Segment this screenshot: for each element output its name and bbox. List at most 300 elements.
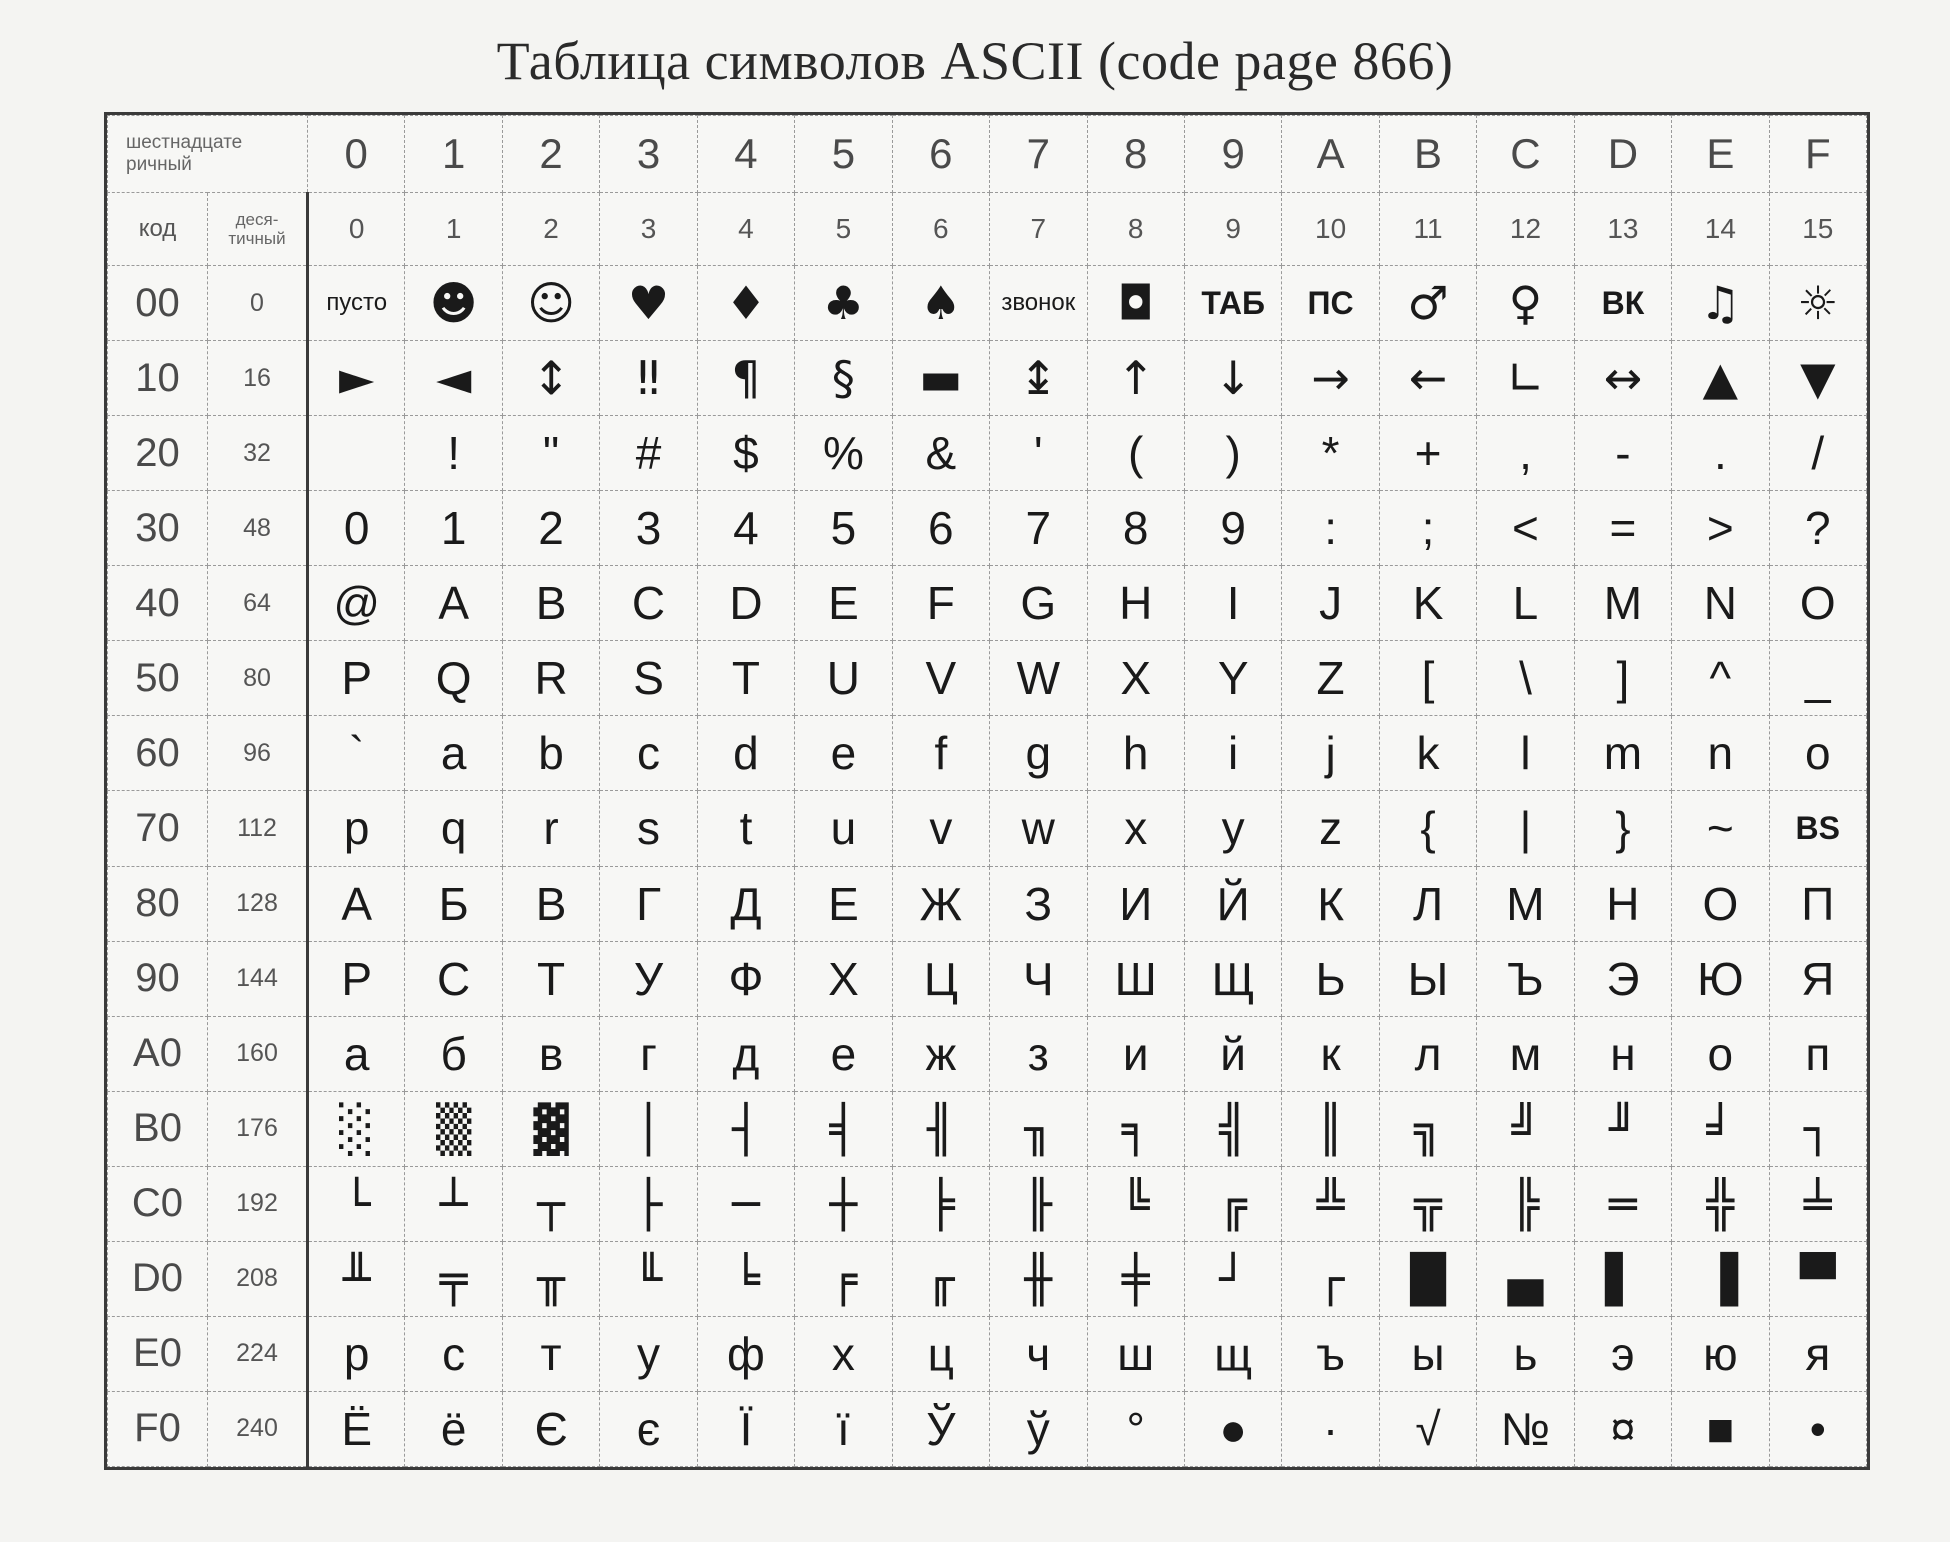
column-header-dec: 12	[1477, 193, 1574, 266]
row-header-hex: 60	[108, 716, 208, 791]
symbol-cell: •	[1769, 1391, 1866, 1466]
symbol-cell: ║	[1282, 1091, 1379, 1166]
column-header-hex: B	[1379, 116, 1476, 193]
row-header-hex: C0	[108, 1166, 208, 1241]
ascii-table-frame	[104, 112, 1870, 1470]
symbol-cell: ь	[1477, 1316, 1574, 1391]
column-header-dec: 5	[795, 193, 892, 266]
symbol-cell: ♥	[600, 266, 697, 341]
column-header-hex: F	[1769, 116, 1866, 193]
symbol-cell: ╙	[600, 1241, 697, 1316]
row-header-hex: A0	[108, 1016, 208, 1091]
column-header-hex: 3	[600, 116, 697, 193]
symbol-cell: ф	[697, 1316, 794, 1391]
column-header-hex: C	[1477, 116, 1574, 193]
symbol-cell: У	[600, 941, 697, 1016]
symbol-cell: t	[697, 791, 794, 866]
symbol-cell: ╬	[1672, 1166, 1769, 1241]
column-header-dec: 8	[1087, 193, 1184, 266]
column-header-hex: 9	[1184, 116, 1281, 193]
symbol-cell: ·	[1282, 1391, 1379, 1466]
row-header-dec: 240	[208, 1391, 308, 1466]
symbol-cell: G	[990, 566, 1087, 641]
symbol-cell: a	[405, 716, 502, 791]
symbol-cell: ў	[990, 1391, 1087, 1466]
symbol-cell: X	[1087, 641, 1184, 716]
symbol-cell: ю	[1672, 1316, 1769, 1391]
symbol-cell: л	[1379, 1016, 1476, 1091]
table-row	[108, 941, 1867, 1016]
symbol-cell: ╘	[697, 1241, 794, 1316]
symbol-cell: 3	[600, 491, 697, 566]
symbol-cell: 8	[1087, 491, 1184, 566]
row-header-dec: 0	[208, 266, 308, 341]
row-header-hex: 40	[108, 566, 208, 641]
symbol-cell: ¤	[1574, 1391, 1671, 1466]
column-header-hex: A	[1282, 116, 1379, 193]
column-header-hex: 4	[697, 116, 794, 193]
symbol-cell: ш	[1087, 1316, 1184, 1391]
symbol-cell: k	[1379, 716, 1476, 791]
symbol-cell: z	[1282, 791, 1379, 866]
symbol-cell: C	[600, 566, 697, 641]
symbol-cell: ╞	[892, 1166, 989, 1241]
symbol-cell: ВК	[1574, 266, 1671, 341]
row-header-dec: 32	[208, 416, 308, 491]
symbol-cell: Э	[1574, 941, 1671, 1016]
corner-label-decimal: деся- тичный	[208, 193, 308, 266]
symbol-cell: F	[892, 566, 989, 641]
table-row	[108, 1166, 1867, 1241]
symbol-cell: Я	[1769, 941, 1866, 1016]
symbol-cell: 6	[892, 491, 989, 566]
symbol-cell: 2	[502, 491, 599, 566]
symbol-cell: Х	[795, 941, 892, 1016]
symbol-cell: К	[1282, 866, 1379, 941]
symbol-cell: #	[600, 416, 697, 491]
symbol-cell: ;	[1379, 491, 1476, 566]
symbol-cell: m	[1574, 716, 1671, 791]
symbol-cell: {	[1379, 791, 1476, 866]
symbol-cell: ┘	[1184, 1241, 1281, 1316]
symbol-cell: ☺	[502, 266, 599, 341]
table-row	[108, 1316, 1867, 1391]
symbol-cell: ╥	[502, 1241, 599, 1316]
symbol-cell: ¶	[697, 341, 794, 416]
symbol-cell: /	[1769, 416, 1866, 491]
column-header-hex: 0	[308, 116, 405, 193]
symbol-cell: ╧	[1769, 1166, 1866, 1241]
symbol-cell: &	[892, 416, 989, 491]
symbol-cell: в	[502, 1016, 599, 1091]
symbol-cell: A	[405, 566, 502, 641]
symbol-cell: м	[1477, 1016, 1574, 1091]
corner-label-code: код	[108, 193, 208, 266]
table-row	[108, 566, 1867, 641]
symbol-cell: ╫	[990, 1241, 1087, 1316]
ascii-table	[107, 115, 1867, 1467]
symbol-cell: Й	[1184, 866, 1281, 941]
symbol-cell: ТАБ	[1184, 266, 1281, 341]
symbol-cell: ↔	[1574, 341, 1671, 416]
symbol-cell: °	[1087, 1391, 1184, 1466]
symbol-cell: э	[1574, 1316, 1671, 1391]
row-header-hex: 10	[108, 341, 208, 416]
symbol-cell: звонок	[990, 266, 1087, 341]
row-header-hex: 00	[108, 266, 208, 341]
symbol-cell: ╛	[1672, 1091, 1769, 1166]
symbol-cell: ╓	[892, 1241, 989, 1316]
symbol-cell: ┬	[502, 1166, 599, 1241]
symbol-cell: я	[1769, 1316, 1866, 1391]
table-row	[108, 266, 1867, 341]
symbol-cell: )	[1184, 416, 1281, 491]
symbol-cell: у	[600, 1316, 697, 1391]
symbol-cell: ё	[405, 1391, 502, 1466]
symbol-cell: ↑	[1087, 341, 1184, 416]
symbol-cell: │	[600, 1091, 697, 1166]
symbol-cell: ▌	[1574, 1241, 1671, 1316]
symbol-cell: O	[1769, 566, 1866, 641]
symbol-cell: b	[502, 716, 599, 791]
symbol-cell: ╒	[795, 1241, 892, 1316]
row-header-dec: 224	[208, 1316, 308, 1391]
symbol-cell: s	[600, 791, 697, 866]
row-header-hex: 50	[108, 641, 208, 716]
column-header-dec: 13	[1574, 193, 1671, 266]
symbol-cell: P	[308, 641, 405, 716]
symbol-cell: ‼	[600, 341, 697, 416]
symbol-cell: н	[1574, 1016, 1671, 1091]
symbol-cell: ■	[1672, 1391, 1769, 1466]
symbol-cell: Б	[405, 866, 502, 941]
symbol-cell: o	[1769, 716, 1866, 791]
column-header-dec: 0	[308, 193, 405, 266]
symbol-cell: ╖	[990, 1091, 1087, 1166]
symbol-cell: '	[990, 416, 1087, 491]
column-header-hex: D	[1574, 116, 1671, 193]
symbol-cell: U	[795, 641, 892, 716]
symbol-cell: ┌	[1282, 1241, 1379, 1316]
symbol-cell: .	[1672, 416, 1769, 491]
symbol-cell: >	[1672, 491, 1769, 566]
symbol-cell: └	[308, 1166, 405, 1241]
row-header-dec: 160	[208, 1016, 308, 1091]
symbol-cell: ╢	[892, 1091, 989, 1166]
symbol-cell: !	[405, 416, 502, 491]
column-header-dec: 11	[1379, 193, 1476, 266]
row-header-dec: 144	[208, 941, 308, 1016]
row-header-hex: E0	[108, 1316, 208, 1391]
symbol-cell: З	[990, 866, 1087, 941]
row-header-hex: 30	[108, 491, 208, 566]
symbol-cell: |	[1477, 791, 1574, 866]
row-header-dec: 128	[208, 866, 308, 941]
symbol-cell: N	[1672, 566, 1769, 641]
symbol-cell: }	[1574, 791, 1671, 866]
symbol-cell: о	[1672, 1016, 1769, 1091]
symbol-cell: ◄	[405, 341, 502, 416]
symbol-cell: J	[1282, 566, 1379, 641]
column-header-dec: 3	[600, 193, 697, 266]
symbol-cell: ъ	[1282, 1316, 1379, 1391]
column-header-dec: 14	[1672, 193, 1769, 266]
symbol-cell: ╡	[795, 1091, 892, 1166]
symbol-cell: Ю	[1672, 941, 1769, 1016]
symbol-cell: E	[795, 566, 892, 641]
symbol-cell: p	[308, 791, 405, 866]
row-header-hex: B0	[108, 1091, 208, 1166]
symbol-cell: ╔	[1184, 1166, 1281, 1241]
symbol-cell: Г	[600, 866, 697, 941]
symbol-cell: ▀	[1769, 1241, 1866, 1316]
row-header-hex: 80	[108, 866, 208, 941]
table-row	[108, 416, 1867, 491]
symbol-cell: ц	[892, 1316, 989, 1391]
symbol-cell: ╚	[1087, 1166, 1184, 1241]
symbol-cell: M	[1574, 566, 1671, 641]
symbol-cell: ]	[1574, 641, 1671, 716]
symbol-cell: с	[405, 1316, 502, 1391]
symbol-cell: 9	[1184, 491, 1281, 566]
row-header-dec: 48	[208, 491, 308, 566]
symbol-cell: B	[502, 566, 599, 641]
symbol-cell: BS	[1769, 791, 1866, 866]
symbol-cell: ▬	[892, 341, 989, 416]
symbol-cell: %	[795, 416, 892, 491]
column-header-dec: 10	[1282, 193, 1379, 266]
symbol-cell: ╩	[1282, 1166, 1379, 1241]
symbol-cell: ░	[308, 1091, 405, 1166]
symbol-cell: =	[1574, 491, 1671, 566]
symbol-cell: Ї	[697, 1391, 794, 1466]
symbol-cell: Л	[1379, 866, 1476, 941]
corner-label-hex: шестнадцате ричный	[108, 116, 308, 193]
symbol-cell: L	[1477, 566, 1574, 641]
column-header-dec: 15	[1769, 193, 1866, 266]
symbol-cell: ,	[1477, 416, 1574, 491]
symbol-cell: ∟	[1477, 341, 1574, 416]
symbol-cell: ╦	[1379, 1166, 1476, 1241]
symbol-cell: r	[502, 791, 599, 866]
symbol-cell: ы	[1379, 1316, 1476, 1391]
symbol-cell: Ь	[1282, 941, 1379, 1016]
column-header-dec: 6	[892, 193, 989, 266]
symbol-cell: ♀	[1477, 266, 1574, 341]
symbol-cell: В	[502, 866, 599, 941]
symbol-cell: М	[1477, 866, 1574, 941]
page-title: Таблица символов ASCII (code page 866)	[496, 31, 1454, 91]
symbol-cell: ◘	[1087, 266, 1184, 341]
symbol-cell: ♂	[1379, 266, 1476, 341]
symbol-cell: ♦	[697, 266, 794, 341]
symbol-cell: K	[1379, 566, 1476, 641]
symbol-cell: ♣	[795, 266, 892, 341]
table-row	[108, 491, 1867, 566]
symbol-cell: ╜	[1574, 1091, 1671, 1166]
symbol-cell: $	[697, 416, 794, 491]
symbol-cell: ч	[990, 1316, 1087, 1391]
symbol-cell: Е	[795, 866, 892, 941]
symbol-cell: ╟	[990, 1166, 1087, 1241]
row-header-dec: 192	[208, 1166, 308, 1241]
symbol-cell: ↓	[1184, 341, 1281, 416]
column-header-hex: E	[1672, 116, 1769, 193]
symbol-cell: С	[405, 941, 502, 1016]
symbol-cell: c	[600, 716, 697, 791]
symbol-cell: @	[308, 566, 405, 641]
symbol-cell: пусто	[308, 266, 405, 341]
symbol-cell: ▒	[405, 1091, 502, 1166]
symbol-cell: _	[1769, 641, 1866, 716]
symbol-cell	[308, 416, 405, 491]
symbol-cell: `	[308, 716, 405, 791]
symbol-cell: f	[892, 716, 989, 791]
symbol-cell: ╪	[1087, 1241, 1184, 1316]
table-row	[108, 791, 1867, 866]
table-row	[108, 866, 1867, 941]
symbol-cell: 5	[795, 491, 892, 566]
symbol-cell: ☻	[405, 266, 502, 341]
symbol-cell: "	[502, 416, 599, 491]
column-header-dec: 9	[1184, 193, 1281, 266]
symbol-cell: →	[1282, 341, 1379, 416]
symbol-cell: к	[1282, 1016, 1379, 1091]
symbol-cell: <	[1477, 491, 1574, 566]
symbol-cell: Ш	[1087, 941, 1184, 1016]
symbol-cell: d	[697, 716, 794, 791]
symbol-cell: 0	[308, 491, 405, 566]
row-header-hex: 90	[108, 941, 208, 1016]
symbol-cell: ї	[795, 1391, 892, 1466]
symbol-cell: 4	[697, 491, 794, 566]
symbol-cell: П	[1769, 866, 1866, 941]
symbol-cell: ╝	[1477, 1091, 1574, 1166]
symbol-cell: д	[697, 1016, 794, 1091]
symbol-cell: ●	[1184, 1391, 1281, 1466]
column-header-dec: 7	[990, 193, 1087, 266]
column-header-hex: 6	[892, 116, 989, 193]
symbol-cell: И	[1087, 866, 1184, 941]
symbol-cell: х	[795, 1316, 892, 1391]
symbol-cell: :	[1282, 491, 1379, 566]
symbol-cell: ?	[1769, 491, 1866, 566]
symbol-cell: Н	[1574, 866, 1671, 941]
symbol-cell: О	[1672, 866, 1769, 941]
symbol-cell: W	[990, 641, 1087, 716]
symbol-cell: T	[697, 641, 794, 716]
symbol-cell: I	[1184, 566, 1281, 641]
symbol-cell: ←	[1379, 341, 1476, 416]
symbol-cell: ─	[697, 1166, 794, 1241]
column-header-hex: 5	[795, 116, 892, 193]
symbol-cell: б	[405, 1016, 502, 1091]
symbol-cell: №	[1477, 1391, 1574, 1466]
symbol-cell: q	[405, 791, 502, 866]
symbol-cell: ▲	[1672, 341, 1769, 416]
row-header-dec: 16	[208, 341, 308, 416]
symbol-cell: w	[990, 791, 1087, 866]
row-header-hex: 20	[108, 416, 208, 491]
symbol-cell: R	[502, 641, 599, 716]
symbol-cell: Ў	[892, 1391, 989, 1466]
symbol-cell: *	[1282, 416, 1379, 491]
row-header-hex: F0	[108, 1391, 208, 1466]
symbol-cell: §	[795, 341, 892, 416]
column-header-dec: 1	[405, 193, 502, 266]
row-header-hex: D0	[108, 1241, 208, 1316]
symbol-cell: (	[1087, 416, 1184, 491]
symbol-cell: ╕	[1087, 1091, 1184, 1166]
column-header-dec: 4	[697, 193, 794, 266]
symbol-cell: -	[1574, 416, 1671, 491]
symbol-cell: ╣	[1184, 1091, 1281, 1166]
header-row-dec	[108, 193, 1867, 266]
symbol-cell: ═	[1574, 1166, 1671, 1241]
symbol-cell: 7	[990, 491, 1087, 566]
symbol-cell: ╤	[405, 1241, 502, 1316]
symbol-cell: h	[1087, 716, 1184, 791]
symbol-cell: Щ	[1184, 941, 1281, 1016]
symbol-cell: y	[1184, 791, 1281, 866]
row-header-dec: 96	[208, 716, 308, 791]
row-header-dec: 176	[208, 1091, 308, 1166]
symbol-cell: ~	[1672, 791, 1769, 866]
symbol-cell: Є	[502, 1391, 599, 1466]
symbol-cell: Ц	[892, 941, 989, 1016]
symbol-cell: ♠	[892, 266, 989, 341]
column-header-hex: 7	[990, 116, 1087, 193]
symbol-cell: 1	[405, 491, 502, 566]
symbol-cell: Q	[405, 641, 502, 716]
symbol-cell: є	[600, 1391, 697, 1466]
symbol-cell: ↨	[990, 341, 1087, 416]
symbol-cell: ├	[600, 1166, 697, 1241]
column-header-hex: 8	[1087, 116, 1184, 193]
symbol-cell: з	[990, 1016, 1087, 1091]
table-row	[108, 1391, 1867, 1466]
row-header-dec: 64	[208, 566, 308, 641]
column-header-hex: 2	[502, 116, 599, 193]
symbol-cell: √	[1379, 1391, 1476, 1466]
symbol-cell: ж	[892, 1016, 989, 1091]
row-header-hex: 70	[108, 791, 208, 866]
symbol-cell: ╨	[308, 1241, 405, 1316]
symbol-cell: ▓	[502, 1091, 599, 1166]
symbol-cell: г	[600, 1016, 697, 1091]
symbol-cell: й	[1184, 1016, 1281, 1091]
symbol-cell: H	[1087, 566, 1184, 641]
symbol-cell: Ё	[308, 1391, 405, 1466]
symbol-cell: ♫	[1672, 266, 1769, 341]
symbol-cell: ┴	[405, 1166, 502, 1241]
symbol-cell: ╠	[1477, 1166, 1574, 1241]
symbol-cell: i	[1184, 716, 1281, 791]
symbol-cell: Ч	[990, 941, 1087, 1016]
symbol-cell: ┐	[1769, 1091, 1866, 1166]
symbol-cell: S	[600, 641, 697, 716]
symbol-cell: v	[892, 791, 989, 866]
symbol-cell: x	[1087, 791, 1184, 866]
symbol-cell: l	[1477, 716, 1574, 791]
symbol-cell: +	[1379, 416, 1476, 491]
symbol-cell: щ	[1184, 1316, 1281, 1391]
row-header-dec: 112	[208, 791, 308, 866]
symbol-cell: ^	[1672, 641, 1769, 716]
symbol-cell: ╗	[1379, 1091, 1476, 1166]
table-row	[108, 1091, 1867, 1166]
column-header-hex: 1	[405, 116, 502, 193]
